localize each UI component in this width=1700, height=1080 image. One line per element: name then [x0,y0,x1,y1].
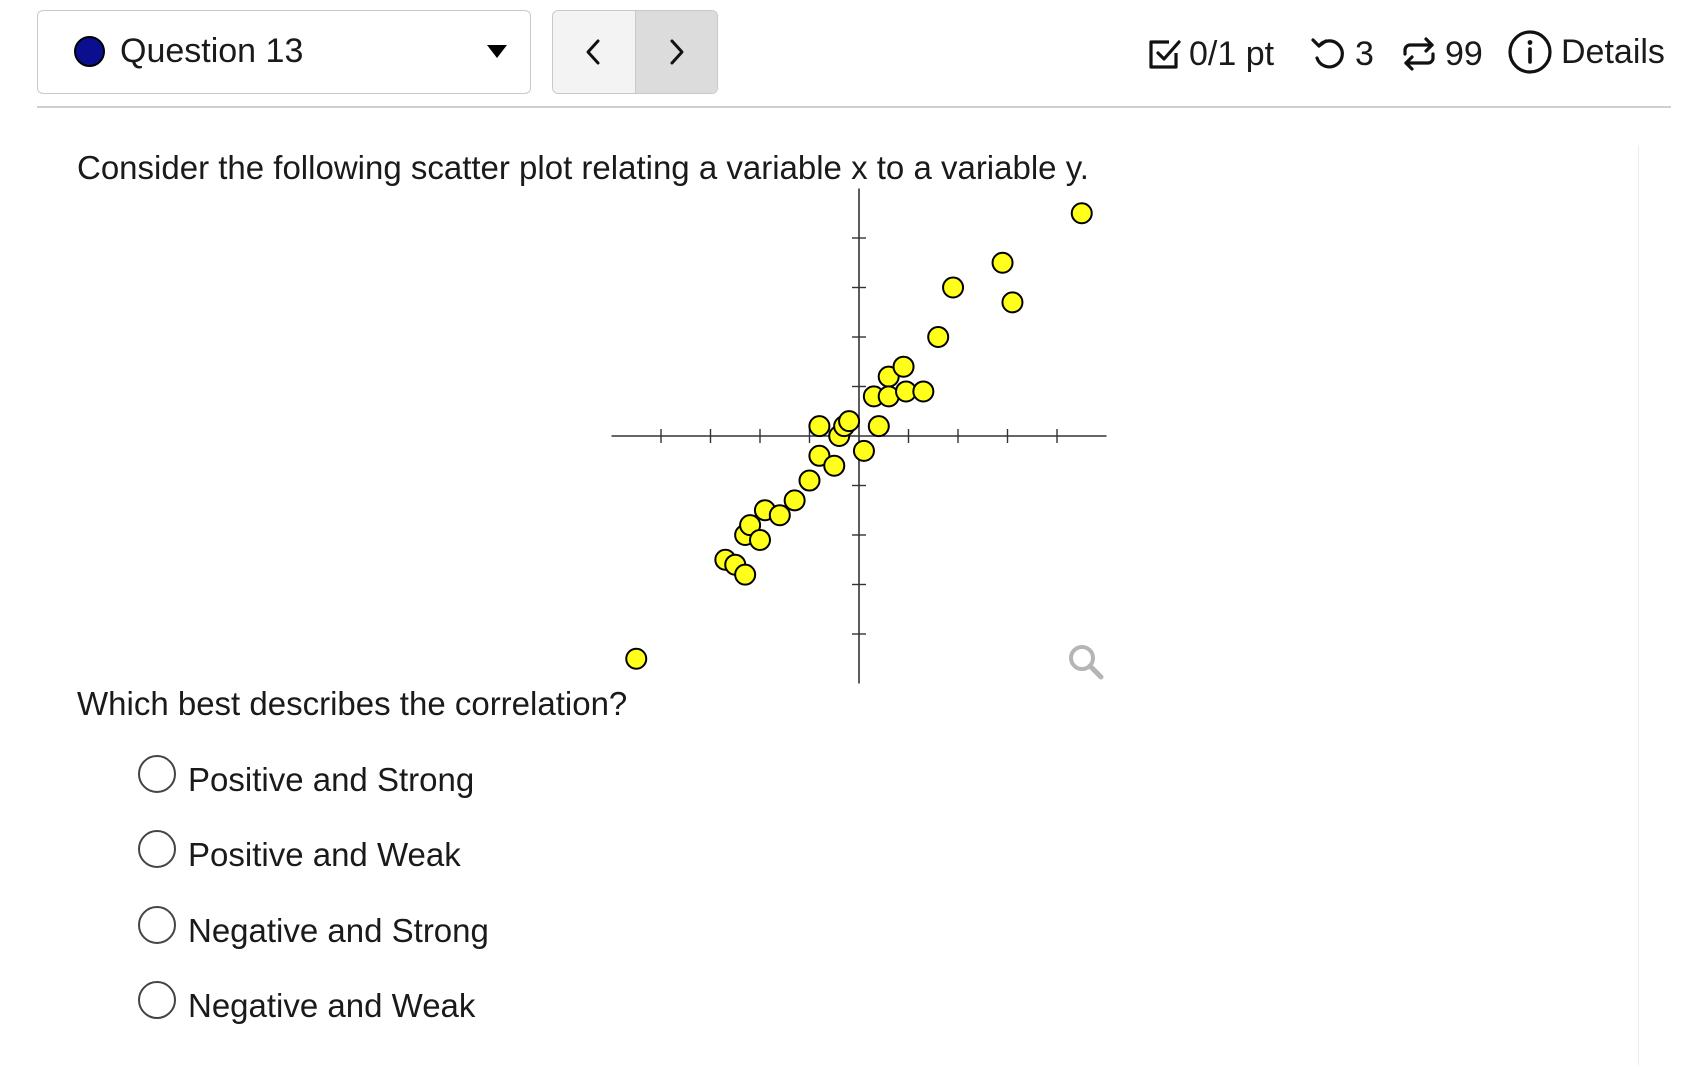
data-point [993,253,1013,273]
option-label: Positive and Strong [188,761,475,798]
magnifier-icon[interactable] [1071,647,1101,677]
option-label: Negative and Strong [188,912,489,949]
plot-axes [612,189,1107,684]
data-point [750,530,770,550]
data-point [854,441,874,461]
data-point [1002,292,1022,312]
data-point [770,505,790,525]
option-negative-weak[interactable] [138,978,475,1022]
radio-button[interactable] [138,755,176,793]
retries-count: 99 [1445,35,1483,73]
data-point [809,416,829,436]
data-point [1072,203,1092,223]
data-point [928,327,948,347]
score-text: 0/1 pt [1189,35,1275,73]
data-point [626,649,646,669]
radio-button[interactable] [138,981,176,1019]
option-positive-strong[interactable] [138,752,474,796]
data-point [869,416,889,436]
details-label: Details [1561,33,1665,71]
option-label: Positive and Weak [188,836,461,873]
data-point [800,471,820,491]
data-point [839,411,859,431]
question-prompt: Consider the following scatter plot relating a variable x to a variable y. [77,149,1089,186]
option-label: Negative and Weak [188,987,476,1024]
data-point [735,565,755,585]
option-positive-weak[interactable] [138,827,461,871]
data-point [913,381,933,401]
radio-button[interactable] [138,830,176,868]
radio-button[interactable] [138,906,176,944]
data-point [824,456,844,476]
attempts-count: 3 [1355,35,1374,73]
data-point [894,357,914,377]
option-negative-strong[interactable] [138,903,489,947]
question-label: Question 13 [120,32,304,70]
data-point [785,490,805,510]
correlation-question: Which best describes the correlation? [77,685,628,722]
data-point [943,278,963,298]
